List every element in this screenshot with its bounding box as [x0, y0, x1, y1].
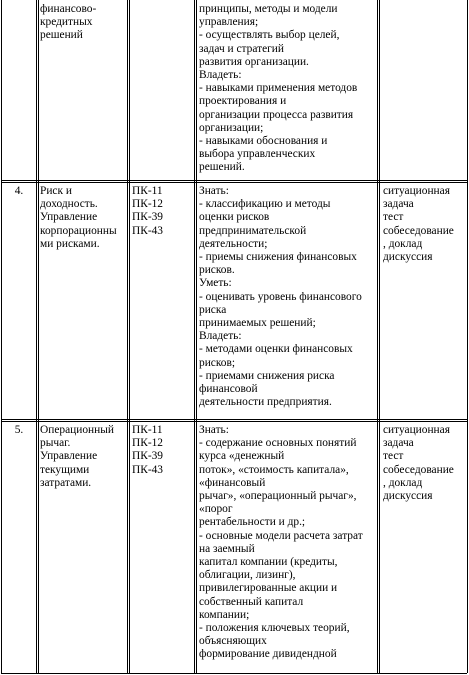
- column-divider: [377, 0, 380, 673]
- table-border-left: [1, 0, 2, 673]
- topic-cell: Операционный рычаг. Управление текущими затратами.: [40, 424, 114, 489]
- column-divider: [36, 0, 39, 673]
- content-cell: принципы, методы и модели управления; - осуществлять выбор целей, задач и стратегий развития организации. Владеть: - навыками применения методов проектирования и организации процесса развития организации; - навыками обоснования и выбора управленческих решений.: [199, 3, 358, 174]
- competency-codes: ПК-11 ПК-12 ПК-39 ПК-43: [132, 424, 164, 476]
- topic-cell: Риск и доходность. Управление корпорационны ми рисками.: [40, 185, 117, 250]
- assessment-forms: ситуационная задача тест собеседование , доклад дискуссия: [383, 424, 454, 503]
- table-border-bottom: [1, 673, 467, 674]
- row-number: 4.: [14, 185, 24, 197]
- content-cell: Знать: - классификацию и методы оценки рисков предпринимательской деятельности; - приемы снижения финансовых рисков. Уметь: - оценивать уровень финансового риска принимаемых решений; Владеть: - методами оценки финансовых рисков; - приемами снижения риска финансовой деятельности предприятия.: [199, 185, 362, 409]
- table-border-right: [467, 0, 468, 673]
- assessment-forms: ситуационная задача тест собеседование , доклад дискуссия: [383, 185, 454, 264]
- column-divider: [194, 0, 197, 673]
- row-divider: [1, 180, 467, 183]
- content-cell: Знать: - содержание основных понятий курса «денежный поток», «стоимость капитала», «финансовый рычаг», «операционный рычаг», «порог рентабельности и др.; - основные модели расчета затрат на заемный капитал компании (кредиты, облигации, лизинг), привилегированные акции и собственный капитал компании; - положения ключевых теорий, объясняющих формирование дивидендной: [199, 424, 363, 661]
- row-number: 5.: [14, 424, 24, 436]
- row-divider: [1, 419, 467, 422]
- column-divider: [127, 0, 130, 673]
- topic-cell: финансово- кредитных решений: [40, 3, 97, 42]
- competency-codes: ПК-11 ПК-12 ПК-39 ПК-43: [132, 185, 164, 237]
